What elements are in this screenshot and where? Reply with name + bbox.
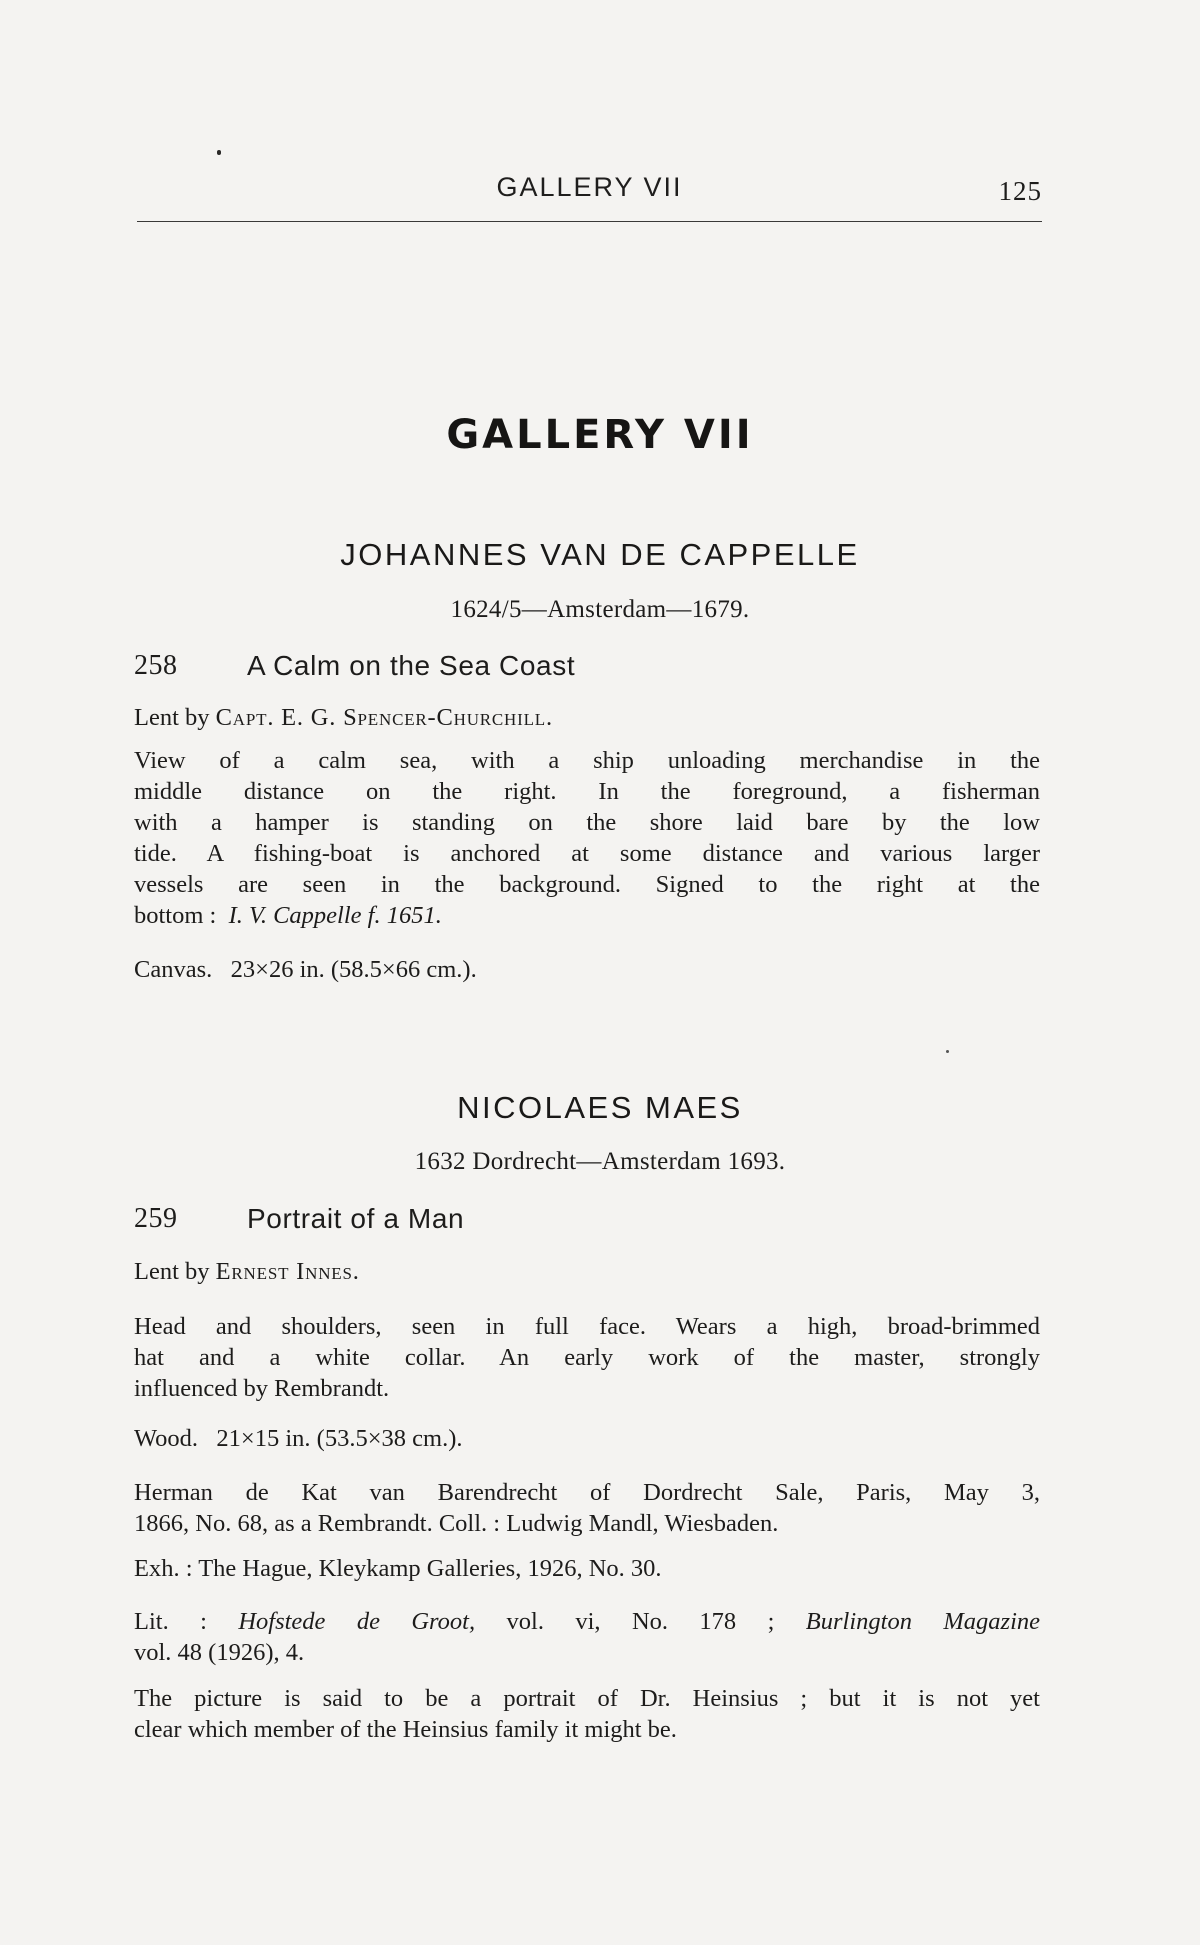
- lender-prefix: Lent by: [134, 704, 210, 731]
- medium-dimensions: [134, 1423, 1040, 1454]
- curatorial-note: [134, 1683, 1040, 1745]
- literature-journal: Burlington Magazine: [805, 1608, 1040, 1635]
- artist-dates: 1624/5—Amsterdam—1679.: [450, 596, 750, 623]
- note-line: The picture is said to be a portrait of Dr. Heinsius ; but it is not yet: [134, 1685, 1040, 1712]
- exhibition-history: [134, 1553, 1040, 1584]
- description-line: hat and a white collar. An early work of the master, strongly: [134, 1344, 1040, 1371]
- ink-speck: [217, 150, 221, 155]
- literature-line: vol. 48 (1926), 4.: [134, 1639, 305, 1666]
- artist-name: NICOLAES MAES: [457, 1090, 743, 1125]
- literature-author: Hofstede de Groot,: [238, 1608, 476, 1635]
- dimensions: 23×26 in. (58.5×66 cm.).: [230, 956, 477, 983]
- description-line: Head and shoulders, seen in full face. Wears a high, broad-brimmed: [134, 1313, 1040, 1340]
- signature-line: [134, 900, 1040, 931]
- provenance: [134, 1477, 1040, 1539]
- artist-dates: 1632 Dordrecht—Amsterdam 1693.: [414, 1148, 786, 1175]
- literature: [134, 1606, 1040, 1668]
- signature-text: I. V. Cappelle f. 1651.: [228, 902, 442, 929]
- ink-speck: [946, 1050, 949, 1053]
- signature-prefix: bottom :: [134, 902, 217, 929]
- lender-line: [134, 1256, 1040, 1287]
- description-line: with a hamper is standing on the shore laid bare by the low: [134, 809, 1040, 836]
- description-line: tide. A fishing-boat is anchored at some distance and various larger: [134, 840, 1040, 867]
- catalogue-number: 259: [134, 1203, 178, 1234]
- header-rule: [137, 221, 1042, 222]
- running-title: GALLERY VII: [496, 172, 683, 202]
- artwork-description: [134, 1311, 1040, 1404]
- provenance-line: 1866, No. 68, as a Rembrandt. Coll. : Ludwig Mandl, Wiesbaden.: [134, 1510, 779, 1537]
- medium: Canvas.: [134, 956, 213, 983]
- entry-heading: [134, 650, 1040, 690]
- artist-name: JOHANNES VAN DE CAPPELLE: [340, 537, 860, 572]
- entry-heading: [134, 1203, 1040, 1243]
- artwork-description: [134, 745, 1040, 931]
- medium: Wood.: [134, 1425, 199, 1452]
- artwork-title: A Calm on the Sea Coast: [247, 650, 576, 681]
- lender-prefix: Lent by: [134, 1258, 210, 1285]
- artwork-title: Portrait of a Man: [247, 1203, 465, 1234]
- page-number: 125: [998, 176, 1042, 206]
- catalogue-number: 258: [134, 650, 178, 681]
- dimensions: 21×15 in. (53.5×38 cm.).: [216, 1425, 463, 1452]
- description-line: middle distance on the right. In the foreground, a fisherman: [134, 778, 1040, 805]
- lender-name: Ernest Innes.: [215, 1258, 360, 1285]
- running-header: [137, 168, 1042, 208]
- literature-prefix: Lit. :: [134, 1608, 207, 1635]
- literature-line: [134, 1606, 1040, 1637]
- description-line: influenced by Rembrandt.: [134, 1375, 390, 1402]
- lender-name: Capt. E. G. Spencer-Churchill.: [215, 704, 553, 731]
- description-line: View of a calm sea, with a ship unloading merchandise in the: [134, 747, 1040, 774]
- gallery-title: GALLERY VII: [446, 412, 754, 458]
- description-line: vessels are seen in the background. Signed to the right at the: [134, 871, 1040, 898]
- literature-detail: vol. vi, No. 178 ;: [506, 1608, 775, 1635]
- medium-dimensions: [134, 954, 1040, 985]
- lender-line: [134, 702, 1040, 733]
- note-line: clear which member of the Heinsius family it might be.: [134, 1716, 677, 1743]
- provenance-line: Herman de Kat van Barendrecht of Dordrecht Sale, Paris, May 3,: [134, 1479, 1040, 1506]
- exhibition-text: Exh. : The Hague, Kleykamp Galleries, 1926, No. 30.: [134, 1555, 662, 1582]
